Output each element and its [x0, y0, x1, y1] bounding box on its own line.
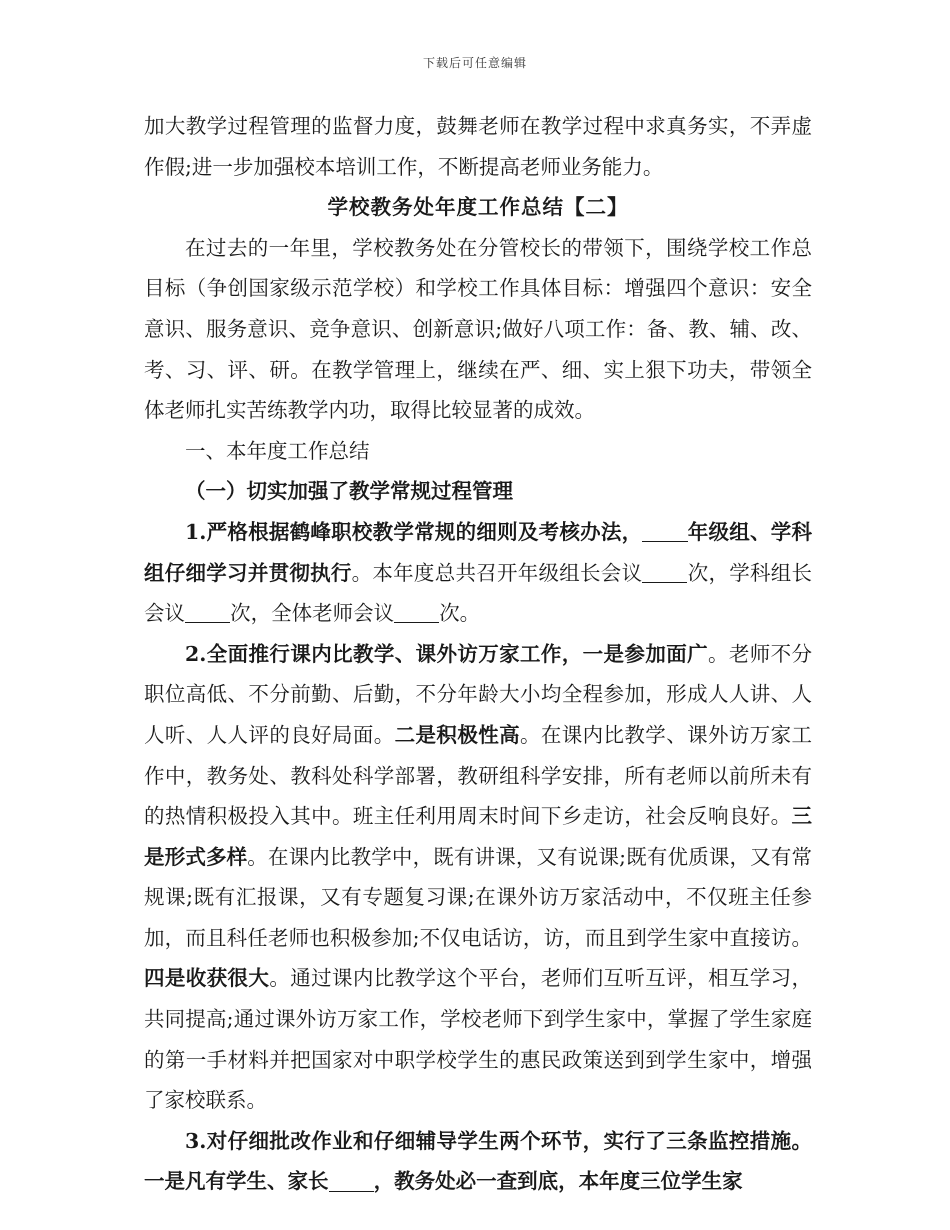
heading-level-1: 一、本年度工作总结 [185, 438, 370, 463]
paragraph-continuation: 加大教学过程管理的监督力度，鼓舞老师在教学过程中求真务实，不弄虚作假;进一步加强校本培训工作，不断提高老师业务能力。 [144, 114, 812, 179]
heading-level-2: （一）切实加强了教学常规过程管理 [185, 479, 513, 504]
blank-line [394, 602, 439, 624]
item-2-paragraph [144, 634, 812, 1121]
item-1-text-a: 。本年度总共召开年级组长会议 [351, 560, 643, 585]
item-1-text-b: 次，学科组长会议 [144, 560, 813, 626]
item-2-text-2: 。在课内比教学、课外访万家工作中，教务处、教科处科学部署，教研组科学安排，所有老师以前所未有的热情积极投入其中。班主任利用周末时间下乡走访，社会反响良好。 [144, 722, 813, 829]
blank-line [642, 561, 687, 583]
document-body [144, 106, 812, 1202]
page-header: 下载后可任意编辑 [422, 56, 527, 70]
section-title: 学校教务处年度工作总结【二】 [327, 195, 629, 220]
item-3-bold-1: 3.对仔细批改作业和仔细辅导学生两个环节，实行了三条监控措施。一是凡有学生、家长 [144, 1128, 812, 1194]
item-1-text-d: 次。 [439, 601, 481, 626]
item-1-bold-a: 1.严格根据鹤峰职校教学常规的细则及考核办法， [185, 519, 643, 544]
item-2-text-1: 。老师不分职位高低、不分前勤、后勤，不分年龄大小均全程参加，形成人人讲、人人听、人人评的良好局面。 [144, 641, 812, 747]
item-2-bold-3: 三是形式多样 [144, 804, 812, 869]
blank-line [329, 1170, 374, 1192]
item-1-paragraph [144, 512, 812, 634]
item-1-text-c: 次，全体老师会议 [230, 601, 395, 626]
intro-paragraph: 在过去的一年里，学校教务处在分管校长的带领下，围绕学校工作总目标（争创国家级示范学校）和学校工作具体目标：增强四个意识：安全意识、服务意识、竞争意识、创新意识;做好八项工作：备、教、辅、改、考、习、评、研。在教学管理上，继续在严、细、实上狠下功夫，带领全体老师扎实苦练教学内功，取得比较显著的成效。 [144, 235, 812, 423]
item-1-bold-b: 年级组、学科组仔细学习并贯彻执行 [144, 519, 812, 585]
blank-line [642, 521, 687, 543]
blank-line [185, 602, 230, 624]
item-3-paragraph [144, 1121, 812, 1202]
item-2-bold-2: 二是积极性高 [394, 722, 520, 747]
item-2-bold-1: 2.全面推行课内比教学、课外访万家工作，一是参加面广 [185, 641, 708, 666]
item-2-text-4: 。通过课内比教学这个平台，老师们互听互评，相互学习，共同提高;通过课外访万家工作，学校老师下到学生家中，掌握了学生家庭的第一手材料并把国家对中职学校学生的惠民政策送到到学生家中，增强了家校联系。 [144, 966, 813, 1113]
item-2-text-3: 。在课内比教学中，既有讲课，又有说课;既有优质课，又有常规课;既有汇报课，又有专题复习课;在课外访万家活动中，不仅班主任参加，而且科任老师也积极参加;不仅电话访，访，而且到学生家中直接访。 [144, 844, 812, 950]
item-2-bold-4: 四是收获很大 [144, 966, 270, 991]
item-3-bold-2: ，教务处必一查到底，本年度三位学生家 [373, 1169, 743, 1194]
